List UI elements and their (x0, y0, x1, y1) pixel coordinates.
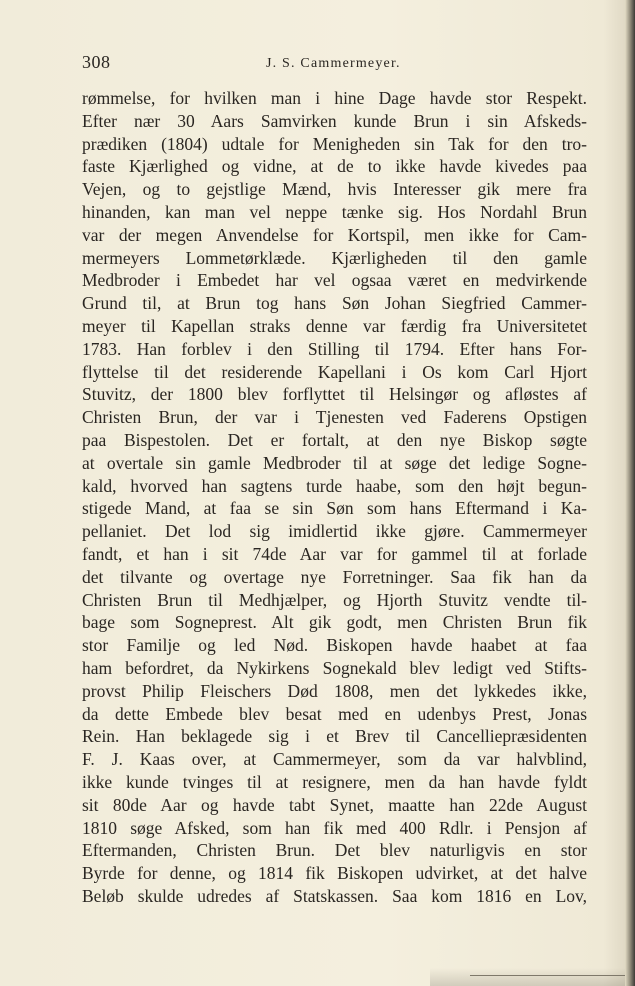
text-line: paa Bispestolen. Det er fortalt, at den nye Biskop søgte (82, 429, 587, 450)
text-line: da dette Embede blev besat med en udenbys Prest, Jonas (82, 703, 587, 724)
text-line: kald, hvorved han sagtens turde haabe, som den højt begun- (82, 475, 587, 496)
page-curl-shadow (430, 968, 635, 986)
text-line: stor Familje og led Nød. Biskopen havde haabet at faa (82, 635, 587, 656)
text-line: Efter nær 30 Aars Samvirken kunde Brun i sin Afskeds- (82, 110, 587, 131)
text-line: ikke kunde tvinges til at resignere, men da han havde fyldt (82, 771, 587, 792)
text-line: prædiken (1804) udtale for Menigheden sin Tak for den tro- (82, 133, 587, 154)
text-line: mermeyers Lommetørklæde. Kjærligheden til den gamle (82, 247, 587, 268)
text-line: Vejen, og to gejstlige Mænd, hvis Interesser gik mere fra (82, 179, 587, 200)
text-line: 1810 søge Afsked, som han fik med 400 Rdlr. i Pensjon af (82, 817, 587, 838)
text-line: rømmelse, for hvilken man i hine Dage havde stor Respekt. (82, 88, 587, 108)
page-header (82, 52, 587, 76)
text-line: faste Kjærlighed og vidne, at de to ikke havde kivedes paa (82, 156, 587, 177)
text-line: det tilvante og overtage nye Forretninger. Saa fik han da (82, 566, 587, 587)
text-line: Byrde for denne, og 1814 fik Biskopen udvirket, at det halve (82, 863, 587, 884)
page-number: 308 (82, 52, 111, 72)
text-line: Beløb skulde udredes af Statskassen. Saa kom 1816 en Lov, (82, 885, 587, 906)
text-line: var der megen Anvendelse for Kortspil, men ikke for Cam- (82, 224, 587, 245)
text-line: Christen Brun, der var i Tjenesten ved Faderens Opstigen (82, 407, 587, 428)
text-line: Medbroder i Embedet har vel ogsaa været en medvirkende (82, 270, 587, 291)
text-line: flyttelse til det residerende Kapellani i Os kom Carl Hjort (82, 361, 587, 382)
text-line: provst Philip Fleischers Død 1808, men det lykkedes ikke, (82, 680, 587, 701)
text-line: Rein. Han beklagede sig i et Brev til Cancelliepræsidenten (82, 726, 587, 747)
text-line: stigede Mand, at faa se sin Søn som hans Eftermand i Ka- (82, 498, 587, 519)
running-head: J. S. Cammermeyer. (266, 56, 401, 71)
text-line: sit 80de Aar og havde tabt Synet, maatte han 22de August (82, 794, 587, 815)
text-line: fandt, et han i sit 74de Aar var for gammel til at forlade (82, 543, 587, 564)
text-line: pellaniet. Det lod sig imidlertid ikke gjøre. Cammermeyer (82, 521, 587, 542)
text-line: meyer til Kapellan straks denne var færdig fra Universitetet (82, 315, 587, 336)
book-spine-edge (625, 0, 635, 986)
body-text (82, 87, 587, 908)
text-line: Stuvitz, der 1800 blev forflyttet til Helsingør og afløstes af (82, 384, 587, 405)
text-line: Grund til, at Brun tog hans Søn Johan Siegfried Cammer- (82, 293, 587, 314)
text-line: ham befordret, da Nykirkens Sognekald blev ledigt ved Stifts- (82, 657, 587, 678)
text-line: Eftermanden, Christen Brun. Det blev naturligvis en stor (82, 840, 587, 861)
text-line: 1783. Han forblev i den Stilling til 1794. Efter hans For- (82, 338, 587, 359)
text-line: at overtale sin gamle Medbroder til at søge det ledige Sogne- (82, 452, 587, 473)
page-edge-line (470, 975, 630, 976)
text-line: bage som Sogneprest. Alt gik godt, men Christen Brun fik (82, 612, 587, 633)
text-line: hinanden, kan man vel neppe tænke sig. Hos Nordahl Brun (82, 201, 587, 222)
text-line: Christen Brun til Medhjælper, og Hjorth Stuvitz vendte til- (82, 589, 587, 610)
text-line: F. J. Kaas over, at Cammermeyer, som da var halvblind, (82, 749, 587, 770)
